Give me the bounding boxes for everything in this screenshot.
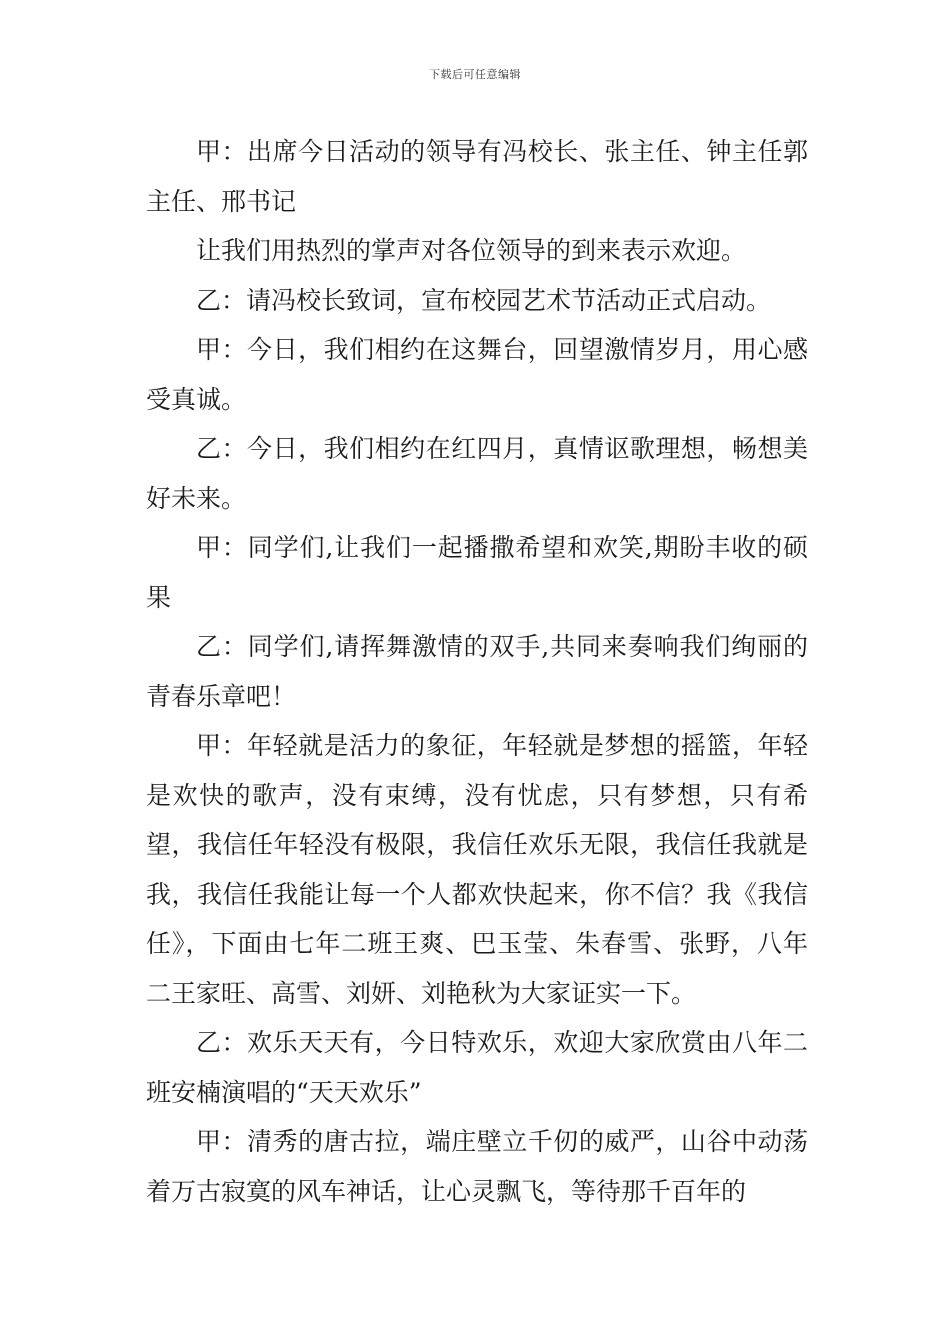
paragraph: 甲：出席今日活动的领导有冯校长、张主任、钟主任郭主任、邢书记 bbox=[146, 137, 808, 216]
page-header-note: 下载后可任意编辑 bbox=[429, 68, 521, 81]
paragraph: 甲：同学们,让我们一起播撒希望和欢笑,期盼丰收的硕果 bbox=[146, 533, 808, 612]
paragraph: 乙：同学们,请挥舞激情的双手,共同来奏响我们绚丽的青春乐章吧！ bbox=[146, 632, 808, 711]
paragraph: 甲：今日，我们相约在这舞台，回望激情岁月，用心感受真诚。 bbox=[146, 335, 808, 414]
paragraph: 甲：年轻就是活力的象征，年轻就是梦想的摇篮，年轻是欢快的歌声，没有束缚，没有忧虑，只有梦想，只有希望，我信任年轻没有极限，我信任欢乐无限，我信任我就是我，我信任我能让每一个人都欢快起来，你不信？我《我信任》，下面由七年二班王爽、巴玉莹、朱春雪、张野，八年二王家旺、高雪、刘妍、刘艳秋为大家证实一下。 bbox=[146, 731, 808, 1008]
paragraph: 甲：清秀的唐古拉，端庄壁立千仞的威严，山谷中动荡着万古寂寞的风车神话，让心灵飘飞，等待那千百年的 bbox=[146, 1127, 808, 1206]
document-body bbox=[146, 127, 808, 1216]
paragraph: 乙：欢乐天天有，今日特欢乐，欢迎大家欣赏由八年二班安楠演唱的“天天欢乐” bbox=[146, 1028, 808, 1107]
paragraph: 乙：今日，我们相约在红四月，真情讴歌理想，畅想美好未来。 bbox=[146, 434, 808, 513]
paragraph: 乙：请冯校长致词，宣布校园艺术节活动正式启动。 bbox=[196, 285, 772, 315]
paragraph: 让我们用热烈的掌声对各位领导的到来表示欢迎。 bbox=[196, 236, 747, 265]
